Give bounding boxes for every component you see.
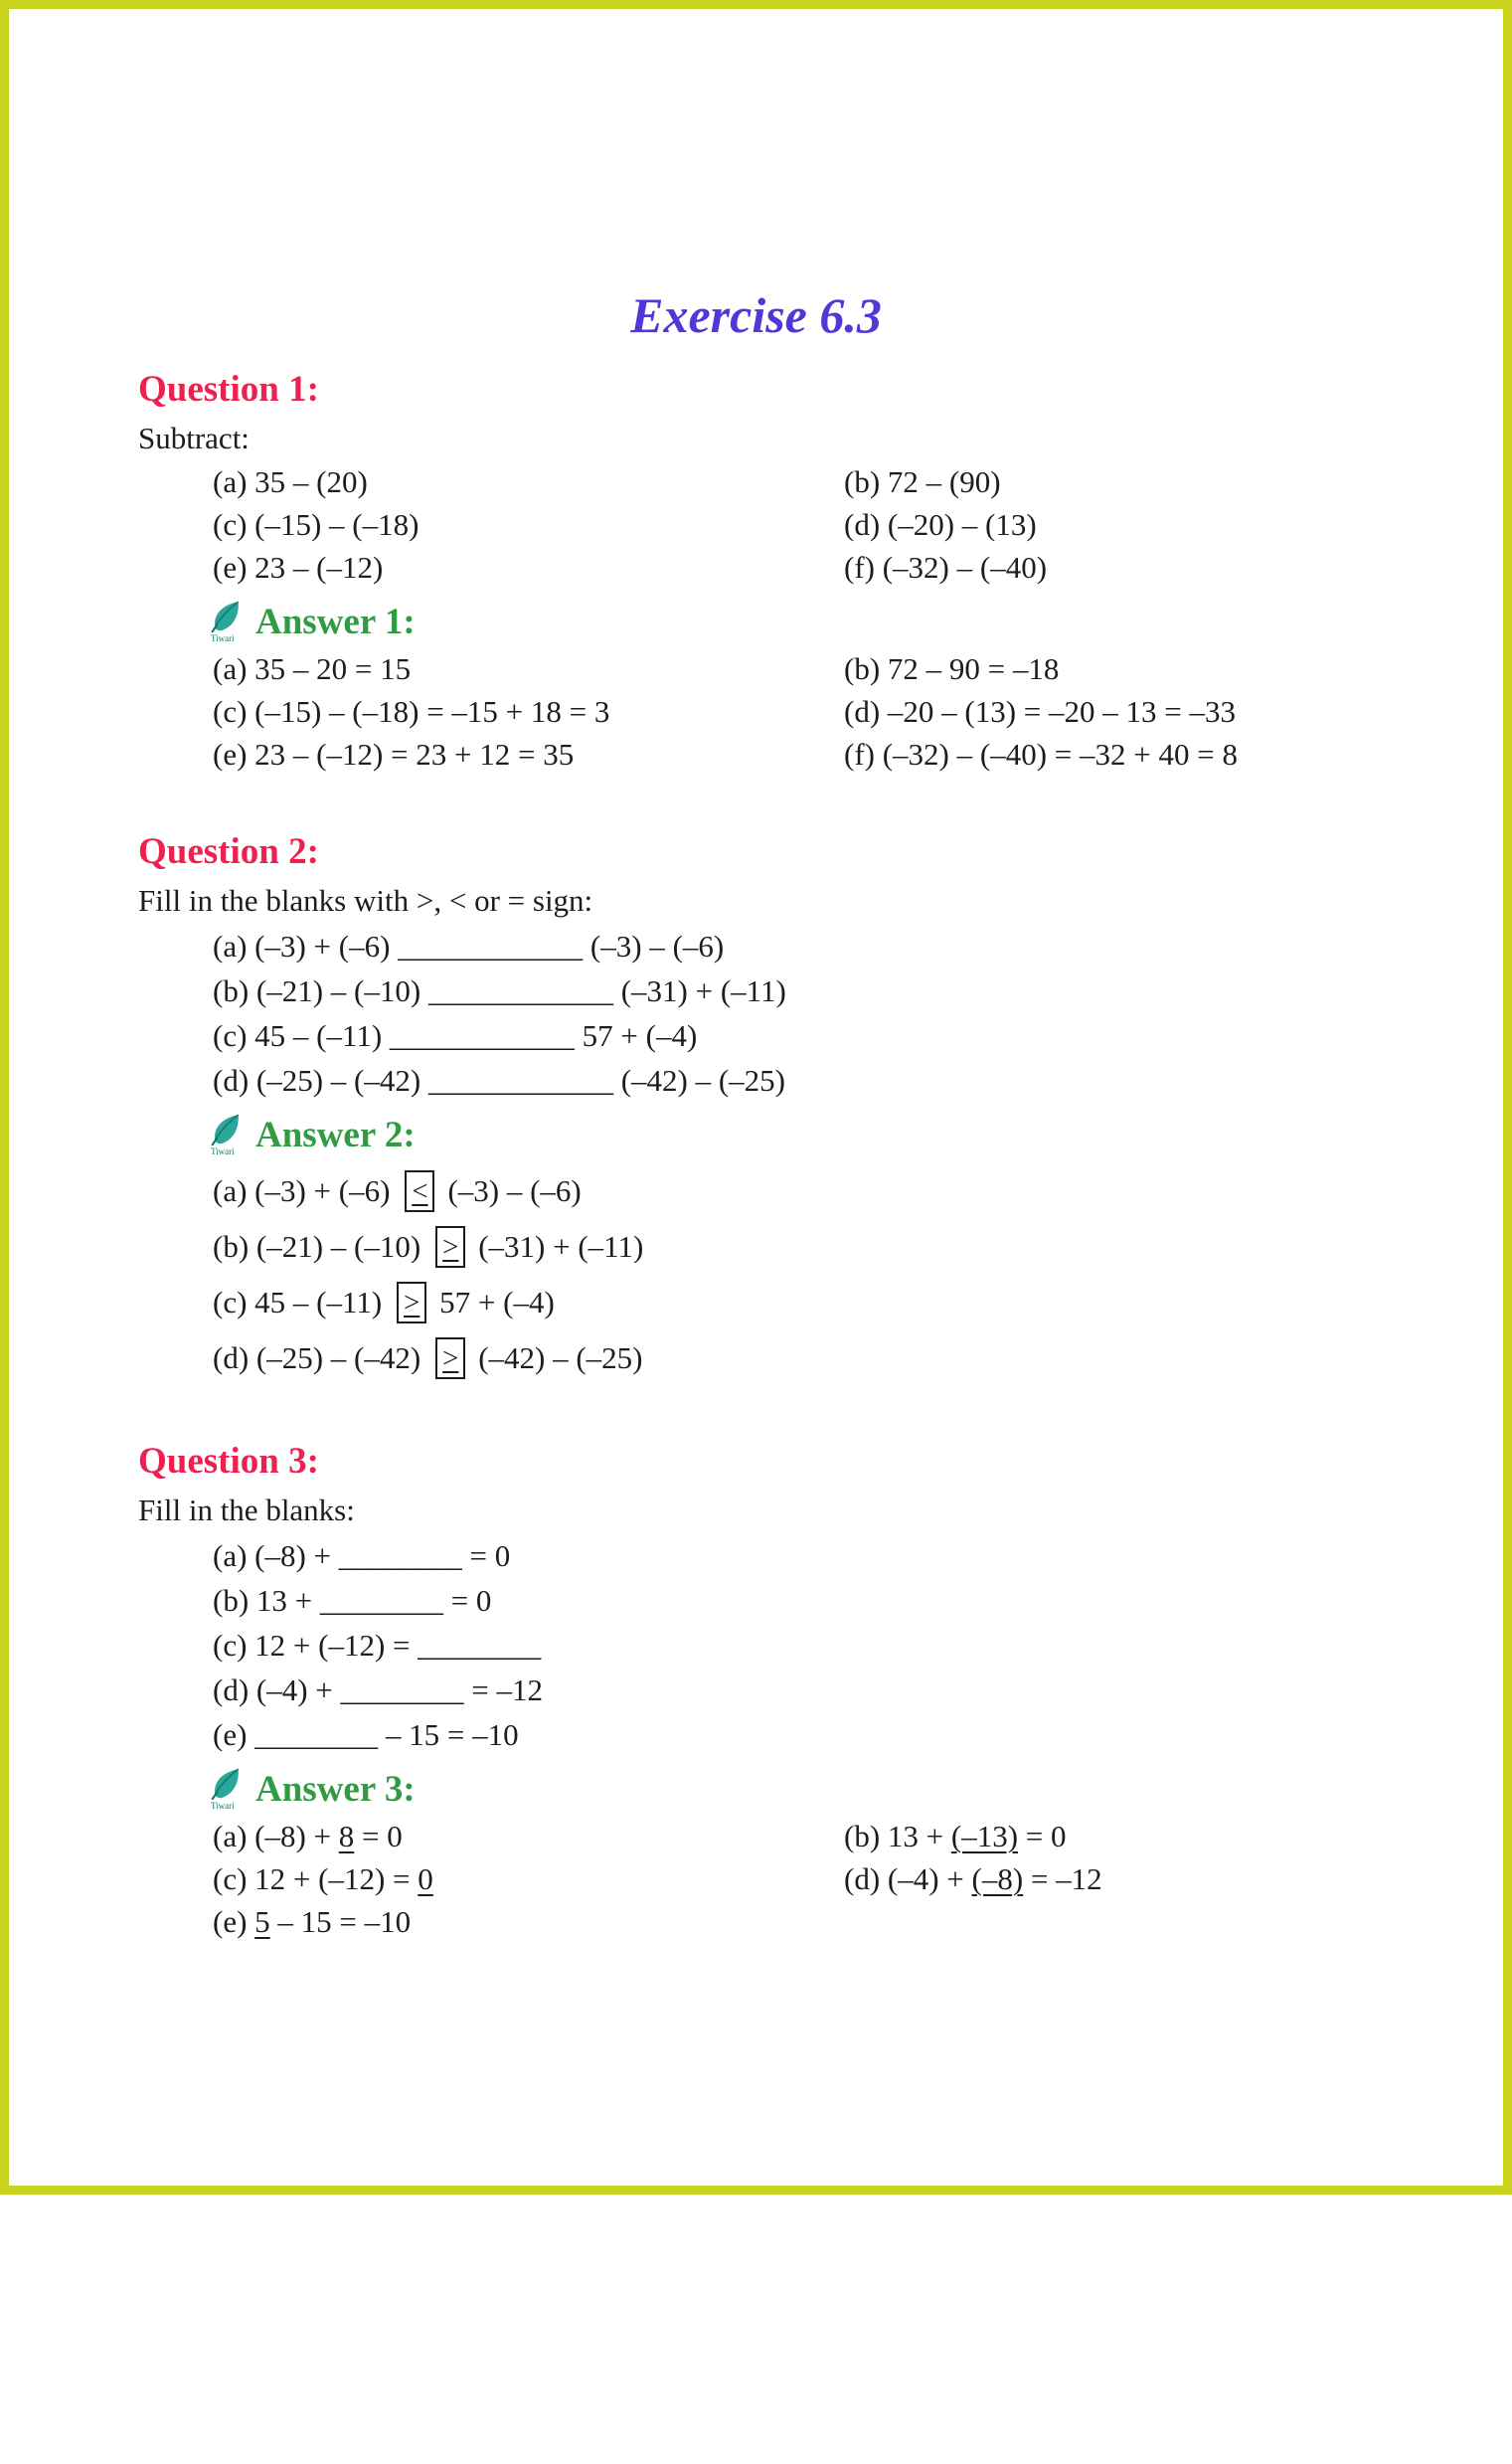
question-item: (d) (–25) – (–42) ____________ (–42) – (–25) xyxy=(213,1063,785,1098)
question-3-heading: Question 3: xyxy=(138,1441,319,1482)
question-item: (e) ________ – 15 = –10 xyxy=(213,1717,519,1752)
question-item: (d) (–4) + ________ = –12 xyxy=(213,1672,544,1707)
answer-3-heading-row xyxy=(104,1768,1414,1811)
answer-1-items xyxy=(213,652,1414,772)
answer-item: (c) (–15) – (–18) = –15 + 18 = 3 xyxy=(213,694,610,729)
question-item: (a) 35 – (20) xyxy=(213,464,368,499)
question-item: (c) 45 – (–11) ____________ 57 + (–4) xyxy=(213,1018,698,1053)
answer-item xyxy=(844,1820,1414,1853)
answer-right: 57 + (–4) xyxy=(439,1285,555,1320)
question-2-heading: Question 2: xyxy=(138,831,319,872)
answer-item: (d) –20 – (13) = –20 – 13 = –33 xyxy=(844,694,1237,729)
answer-2-items xyxy=(213,1170,1414,1379)
answer-left: (a) (–3) + (–6) xyxy=(213,1173,391,1208)
answer-2-heading: Answer 2: xyxy=(255,1114,416,1155)
question-1-heading: Question 1: xyxy=(138,369,319,410)
question-item: (c) 12 + (–12) = ________ xyxy=(213,1628,542,1663)
comparison-sign: < xyxy=(412,1175,428,1207)
answer-text: – 15 = –10 xyxy=(269,1904,412,1939)
answer-item: (a) 35 – 20 = 15 xyxy=(213,651,412,686)
question-item: (f) (–32) – (–40) xyxy=(844,550,1048,585)
answer-3-items xyxy=(213,1820,1414,1939)
question-3-prompt: Fill in the blanks: xyxy=(138,1493,355,1527)
page-title: Exercise 6.3 xyxy=(630,287,882,343)
question-item: (b) (–21) – (–10) ____________ (–31) + (–11) xyxy=(213,973,786,1008)
answer-left: (b) (–21) – (–10) xyxy=(213,1229,421,1264)
answer-item xyxy=(844,1862,1414,1896)
tiwari-leaf-icon xyxy=(208,601,246,643)
question-1-items xyxy=(213,465,1414,585)
question-1-prompt: Subtract: xyxy=(138,421,250,455)
answer-text: = 0 xyxy=(354,1819,403,1853)
svg-text:Tiwari: Tiwari xyxy=(211,633,235,643)
tiwari-leaf-icon xyxy=(208,1768,246,1811)
answer-left: (c) 45 – (–11) xyxy=(213,1285,383,1320)
answer-1-heading: Answer 1: xyxy=(255,601,416,642)
filled-blank: 5 xyxy=(254,1904,270,1939)
answer-text: = –12 xyxy=(1023,1861,1102,1896)
question-3-items xyxy=(213,1539,1414,1752)
svg-text:Tiwari: Tiwari xyxy=(211,1801,235,1811)
answer-item xyxy=(213,1905,844,1939)
answer-item: (e) 23 – (–12) = 23 + 12 = 35 xyxy=(213,737,575,772)
filled-blank: 0 xyxy=(418,1861,433,1896)
question-item: (b) 72 – (90) xyxy=(844,464,1001,499)
answer-text: (b) 13 + xyxy=(844,1819,951,1853)
answer-item xyxy=(213,1862,844,1896)
page-content xyxy=(9,369,1503,1939)
answer-text: (a) (–8) + xyxy=(213,1819,339,1853)
answer-right: (–31) + (–11) xyxy=(478,1229,644,1264)
answer-text: (d) (–4) + xyxy=(844,1861,972,1896)
comparison-sign-box xyxy=(435,1337,465,1379)
comparison-sign: > xyxy=(442,1231,459,1263)
answer-3-heading: Answer 3: xyxy=(255,1768,416,1810)
answer-item xyxy=(213,1337,1414,1379)
filled-blank: (–8) xyxy=(971,1861,1024,1896)
question-2-items xyxy=(213,930,1414,1098)
comparison-sign-box xyxy=(435,1226,465,1268)
worksheet-page xyxy=(9,287,1503,2464)
comparison-sign-box xyxy=(405,1170,434,1212)
tiwari-leaf-icon xyxy=(208,1114,246,1156)
question-item: (d) (–20) – (13) xyxy=(844,507,1037,542)
answer-item: (f) (–32) – (–40) = –32 + 40 = 8 xyxy=(844,737,1238,772)
question-3-section xyxy=(138,1441,1414,1939)
answer-item xyxy=(213,1170,1414,1212)
answer-text: (e) xyxy=(213,1904,255,1939)
question-2-prompt: Fill in the blanks with >, < or = sign: xyxy=(138,883,593,918)
comparison-sign: > xyxy=(442,1342,459,1374)
answer-left: (d) (–25) – (–42) xyxy=(213,1340,421,1375)
comparison-sign: > xyxy=(403,1287,420,1319)
answer-right: (–42) – (–25) xyxy=(478,1340,643,1375)
comparison-sign-box xyxy=(397,1282,426,1323)
question-item: (e) 23 – (–12) xyxy=(213,550,384,585)
question-item: (a) (–3) + (–6) ____________ (–3) – (–6) xyxy=(213,929,725,964)
answer-item xyxy=(213,1226,1414,1268)
question-item: (b) 13 + ________ = 0 xyxy=(213,1583,492,1618)
answer-item xyxy=(213,1282,1414,1323)
answer-item xyxy=(213,1820,844,1853)
answer-text: = 0 xyxy=(1018,1819,1067,1853)
question-item: (a) (–8) + ________ = 0 xyxy=(213,1538,511,1573)
filled-blank: (–13) xyxy=(950,1819,1019,1853)
question-2-section xyxy=(138,831,1414,1379)
answer-right: (–3) – (–6) xyxy=(447,1173,582,1208)
question-1-section xyxy=(138,369,1414,772)
answer-1-heading-row xyxy=(104,601,1414,643)
filled-blank: 8 xyxy=(338,1819,355,1853)
answer-text: (c) 12 + (–12) = xyxy=(213,1861,419,1896)
svg-text:Tiwari: Tiwari xyxy=(211,1146,235,1156)
question-item: (c) (–15) – (–18) xyxy=(213,507,420,542)
answer-item: (b) 72 – 90 = –18 xyxy=(844,651,1060,686)
answer-2-heading-row xyxy=(104,1114,1414,1156)
